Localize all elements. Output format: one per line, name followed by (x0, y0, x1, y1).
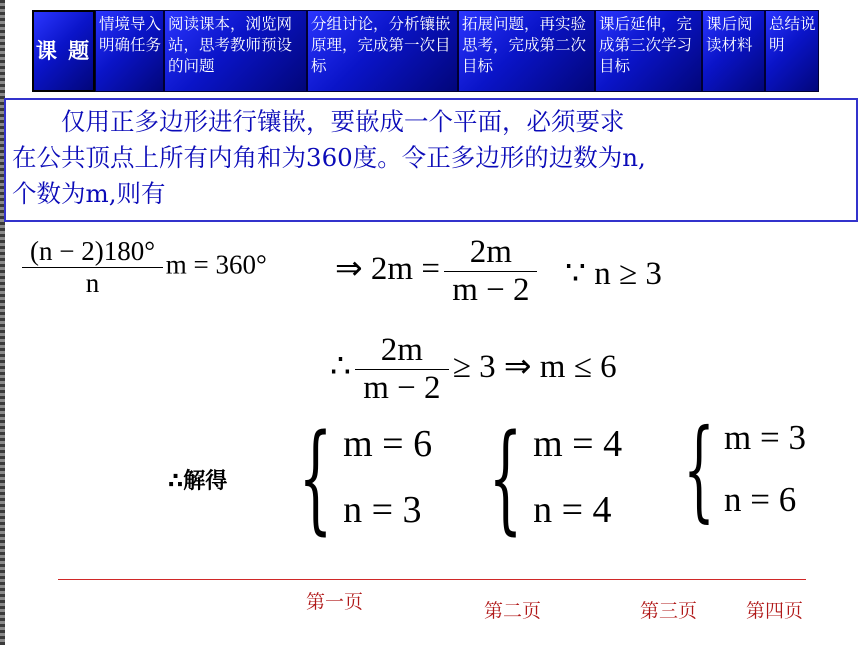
problem-line-3: 个数为m,则有 (12, 179, 166, 208)
formula-angle-sum (26, 236, 267, 299)
nav-item-label: 情境导入明确任务 (99, 15, 162, 54)
fraction-denominator: m − 2 (355, 369, 448, 407)
formula-n-condition (565, 253, 662, 293)
formula-2m-fraction-2 (359, 332, 444, 407)
solution-label: ∴解得 (168, 469, 228, 494)
nav-item-label: 分组讨论，分析镶嵌原理，完成第一次目标 (311, 15, 451, 75)
left-brace: { (298, 408, 333, 546)
fraction-denominator: m − 2 (444, 271, 537, 309)
footer-divider (58, 579, 806, 580)
problem-line-1: 仅用正多边形进行镶嵌，要嵌成一个平面，必须要求 (12, 107, 625, 136)
nav-item-extension-problem[interactable] (458, 10, 595, 92)
solution-n-value: n = 4 (533, 489, 612, 531)
left-decorative-stripe (0, 0, 5, 645)
solution-m-value: m = 3 (724, 418, 806, 457)
nav-item-label: 拓展问题，再实验思考，完成第二次目标 (462, 15, 587, 75)
page-link-1[interactable]: 第一页 (306, 591, 364, 613)
left-brace: { (488, 408, 523, 546)
fraction-numerator: (n − 2)180° (30, 236, 156, 266)
formula-n-ge-3: ∵ n ≥ 3 (565, 256, 662, 292)
nav-item-summary[interactable] (765, 10, 819, 92)
fraction-denominator: n (22, 267, 163, 299)
formula-implies-2m (335, 234, 533, 309)
nav-item-group-discussion[interactable] (307, 10, 458, 92)
formula-equals-360: m = 360° (165, 249, 267, 280)
formula-angle-fraction (26, 236, 159, 299)
solution-n-value: n = 6 (724, 480, 797, 519)
formula-result: ≥ 3 ⇒ m ≤ 6 (452, 349, 617, 386)
page-link-4[interactable]: 第四页 (746, 600, 804, 622)
nav-item-label: 阅读课本，浏览网站，思考教师预设的问题 (168, 15, 293, 75)
solution-system-2 (468, 408, 623, 546)
page-link-3[interactable]: 第三页 (640, 600, 698, 622)
nav-item-label: 课后延伸，完成第三次学习目标 (599, 15, 693, 75)
page-link-2[interactable]: 第二页 (484, 600, 542, 622)
solution-m-value: m = 6 (343, 423, 433, 465)
nav-item-situation[interactable] (95, 10, 164, 92)
fraction-numerator: 2m (469, 234, 512, 270)
problem-text-box (4, 98, 858, 222)
formula-lhs: ⇒ 2m = (335, 251, 440, 288)
nav-item-after-class[interactable] (595, 10, 702, 92)
formula-therefore-m-le-6 (330, 332, 617, 407)
solution-system-3 (664, 405, 806, 533)
problem-line-2: 在公共顶点上所有内角和为360度。令正多边形的边数为n, (12, 143, 646, 172)
nav-item-label: 总结说明 (769, 15, 816, 54)
formula-2m-fraction (448, 234, 533, 309)
solution-n-value: n = 3 (343, 489, 422, 531)
nav-item-reading[interactable] (164, 10, 307, 92)
nav-title-label: 课 题 (35, 38, 92, 63)
fraction-numerator: 2m (380, 332, 423, 368)
solution-system-1 (278, 408, 433, 546)
left-brace: { (683, 405, 715, 533)
nav-item-reading-material[interactable] (702, 10, 765, 92)
solution-m-value: m = 4 (533, 423, 623, 465)
therefore-symbol: ∴ (330, 349, 351, 386)
nav-item-label: 课后阅读材料 (706, 15, 753, 54)
nav-title-button[interactable] (32, 10, 95, 92)
